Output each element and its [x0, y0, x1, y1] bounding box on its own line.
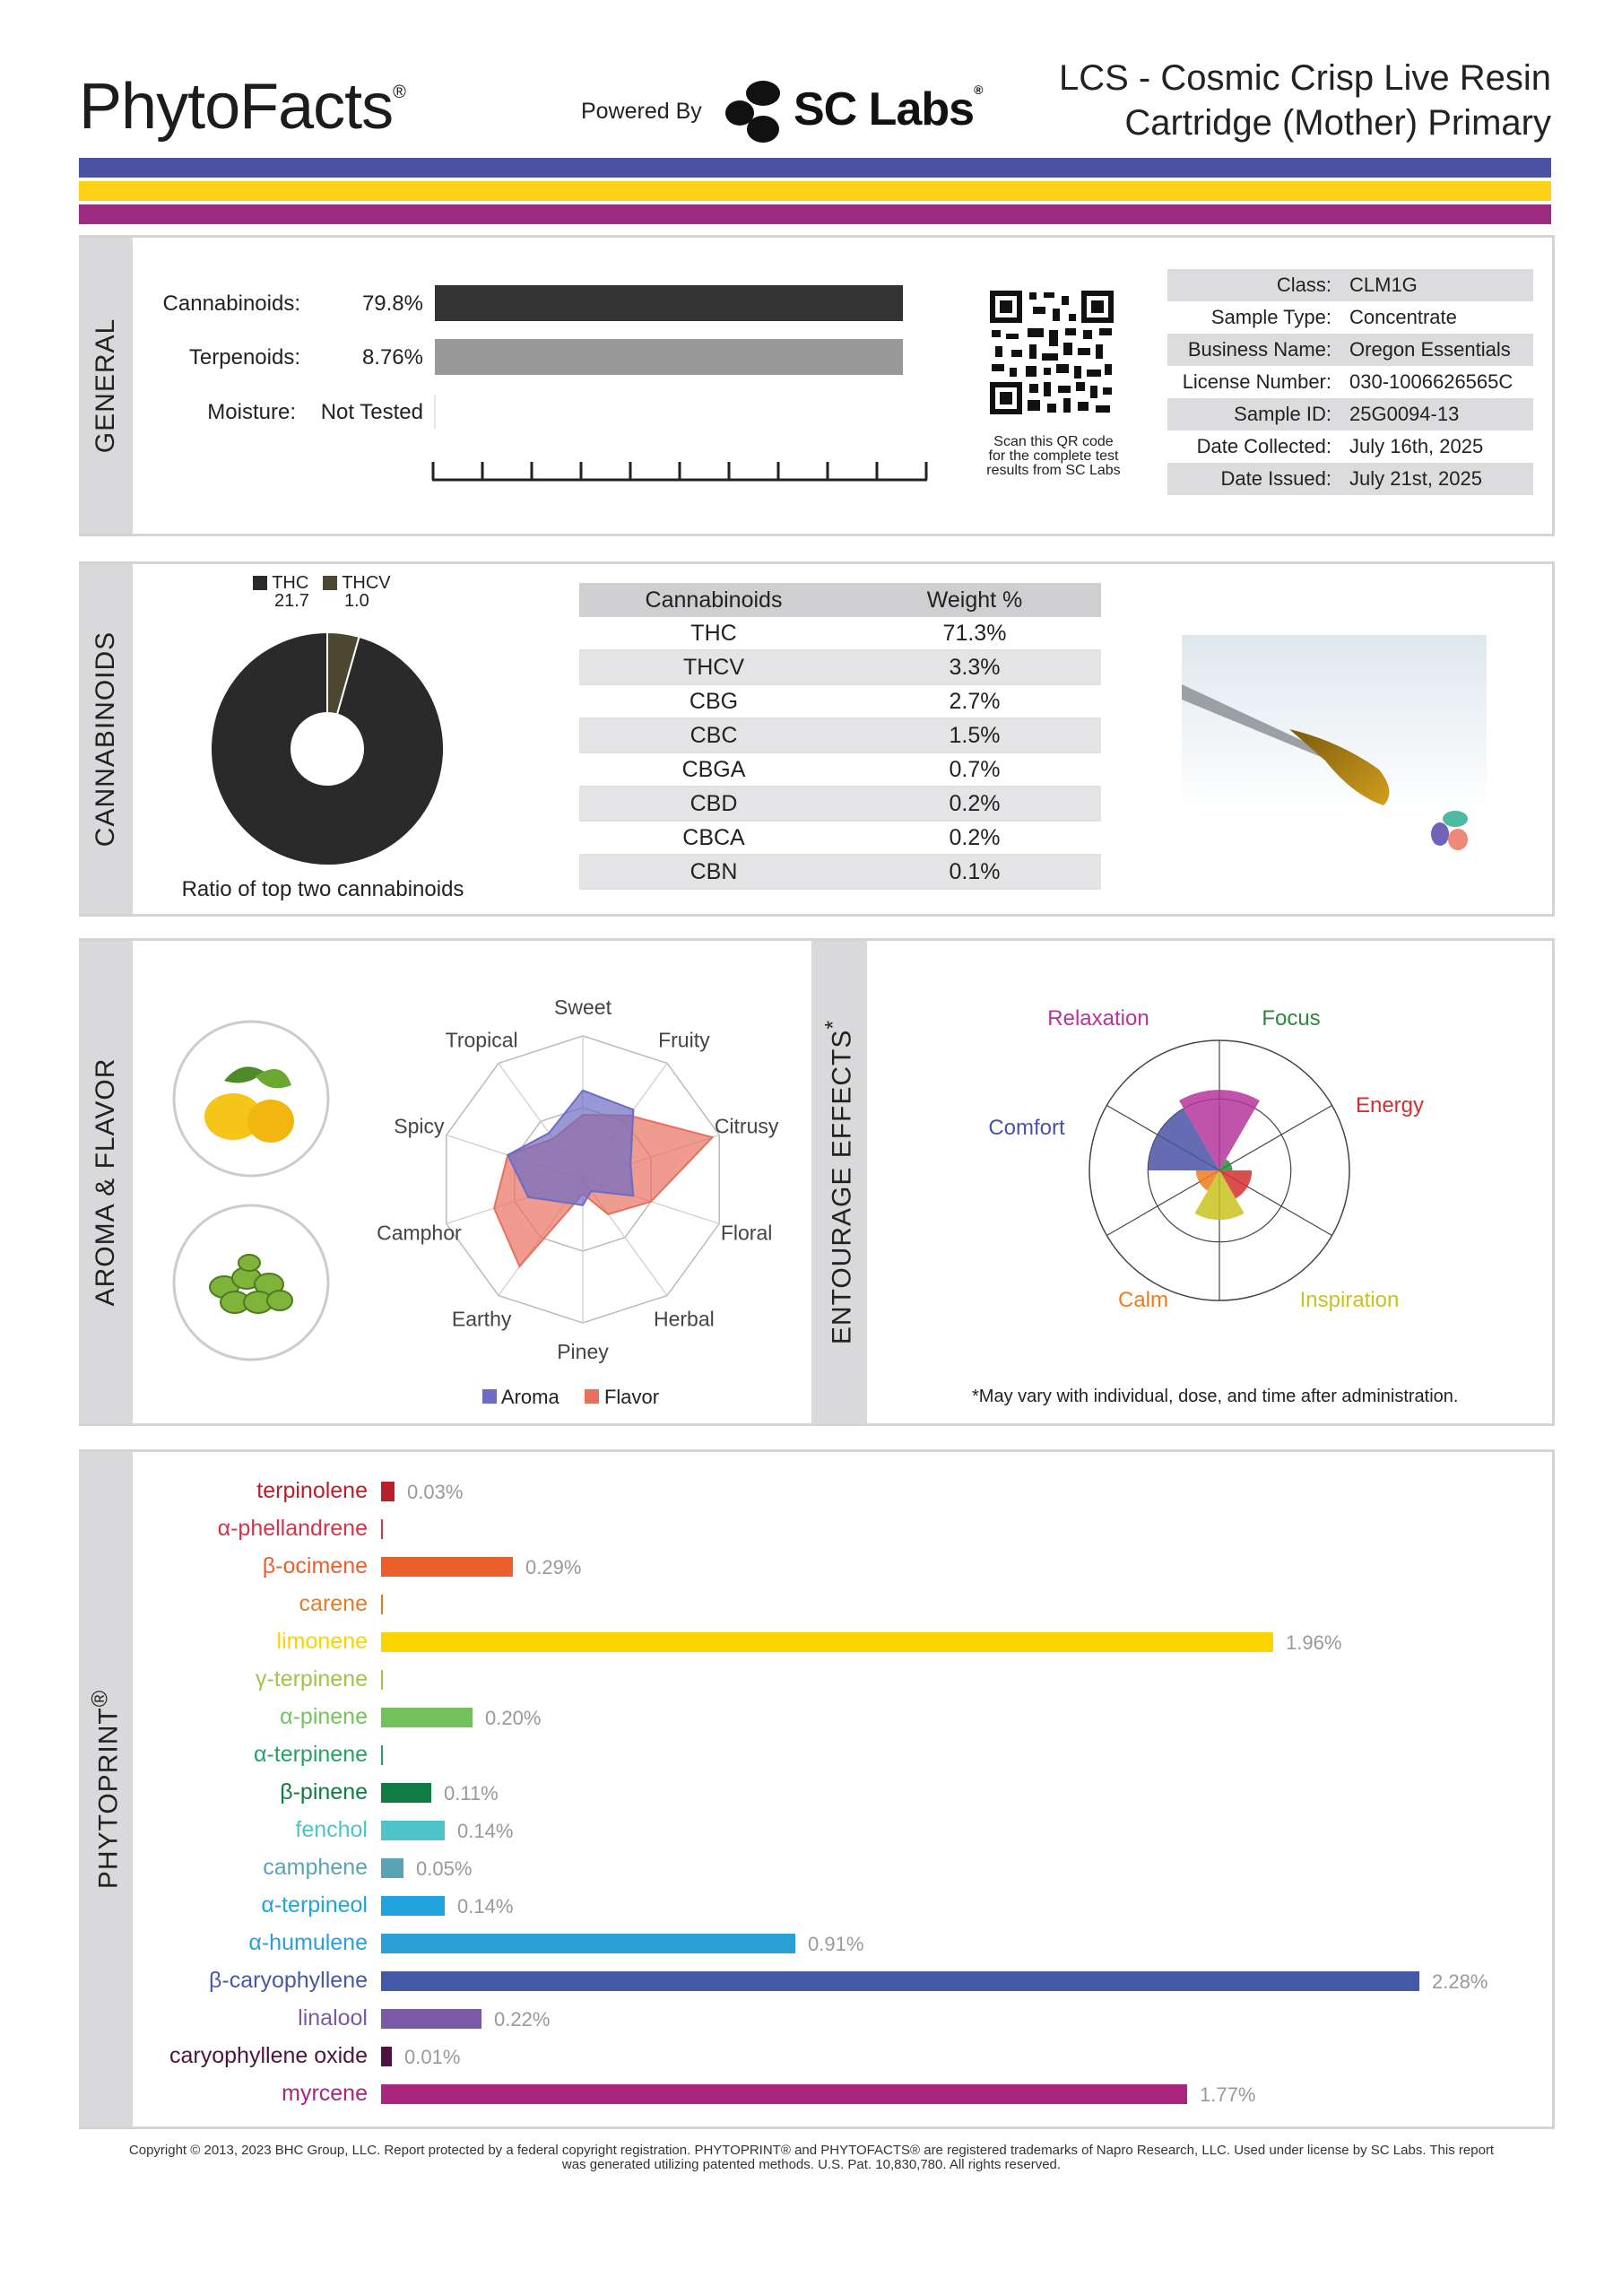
powered-by-label: Powered By [581, 99, 702, 124]
aroma-section-label: AROMA & FLAVOR [91, 1057, 120, 1307]
cannabinoid-name: THCV [682, 655, 745, 680]
terpene-name: myrcene [282, 2081, 368, 2106]
effects-label-energy: Energy [1355, 1093, 1425, 1118]
radar-axis-label: Floral [720, 1221, 773, 1245]
aroma-flavor-radar-chart [332, 987, 798, 1372]
terpene-bar [381, 1896, 445, 1916]
effects-label-calm: Calm [1117, 1288, 1169, 1312]
phytoprint-section-label-text: PHYTOPRINT [93, 1707, 124, 1890]
effects-section-label-text: ENTOURAGE EFFECTS [827, 1029, 857, 1345]
phytoprint-registered-mark: ® [87, 1689, 113, 1708]
terpene-bar [381, 1745, 383, 1765]
terpene-bar [381, 1934, 795, 1953]
terpene-name: caryophyllene oxide [169, 2043, 368, 2068]
footer-line2: was generated utilizing patented methods. U.S. Pat. 10,830,780. All rights reserved. [561, 2157, 1062, 2172]
donut-legend-thcv [323, 574, 391, 610]
hops-illustration [170, 1202, 332, 1363]
info-value: Concentrate [1349, 306, 1457, 328]
terpene-bar [381, 1783, 431, 1803]
product-title-line1: LCS - Cosmic Crisp Live Resin [1058, 58, 1551, 98]
cannabinoid-row [579, 617, 1101, 651]
info-value: 030-1006626565C [1349, 370, 1514, 393]
legend-label-aroma: Aroma [500, 1386, 559, 1408]
terpene-value: 0.91% [808, 1933, 864, 1955]
cannabinoid-weight: 0.2% [949, 791, 1001, 816]
cannabinoid-weight: 71.3% [942, 621, 1007, 646]
cannabinoid-name: CBN [690, 859, 738, 884]
aroma-side-tab [79, 941, 133, 1423]
terpene-bar [381, 1670, 383, 1690]
cannabinoids-side-tab [79, 564, 133, 914]
cannabinoid-name: CBG [689, 689, 739, 714]
product-title [924, 56, 1551, 145]
cannabinoid-ratio-donut [202, 623, 453, 874]
terpene-value: 0.05% [416, 1857, 473, 1880]
radar-aroma-series [507, 1091, 633, 1205]
terpenoids-bar [435, 339, 903, 375]
ratio-caption: Ratio of top two cannabinoids [181, 877, 464, 901]
cannabinoid-name: THC [690, 621, 737, 646]
legend-swatch-aroma [482, 1389, 497, 1404]
cannabinoid-row [579, 719, 1101, 753]
legend-name-thc: THC [272, 573, 309, 593]
terpene-bar [381, 1482, 395, 1501]
sc-labs-registered-mark: ® [974, 83, 983, 97]
terpene-bar [381, 2009, 481, 2029]
cannabinoid-weight: 0.1% [949, 859, 1001, 884]
terpene-bar [381, 1971, 1419, 1991]
qr-code[interactable] [988, 289, 1115, 416]
info-key: Date Issued: [1220, 467, 1331, 490]
cannabinoid-row [579, 651, 1101, 685]
terpene-name: β-pinene [280, 1779, 368, 1805]
terpene-value: 1.96% [1286, 1631, 1342, 1654]
terpene-bar [381, 1595, 383, 1614]
info-row-business-name [1167, 334, 1533, 366]
qr-caption [959, 435, 1148, 478]
qr-caption-line3: results from SC Labs [986, 463, 1121, 478]
effects-note: *May vary with individual, dose, and time after administration. [972, 1387, 1459, 1406]
copyright-footer [72, 2144, 1551, 2172]
terpene-bar [381, 2084, 1187, 2104]
cannabinoid-row [579, 856, 1101, 890]
terpene-name: α-pinene [280, 1704, 368, 1729]
qr-caption-line1: Scan this QR code [993, 434, 1114, 449]
cannabinoid-weight: 2.7% [949, 689, 1001, 714]
info-row-license-number [1167, 366, 1533, 398]
info-key: Class: [1276, 274, 1331, 296]
terpenoids-value: 8.76% [361, 345, 423, 370]
cannabinoid-row [579, 787, 1101, 822]
info-row-date-collected [1167, 430, 1533, 463]
radar-axis-label: Camphor [377, 1221, 462, 1245]
radar-axis-label: Tropical [445, 1028, 518, 1052]
terpene-name: α-humulene [248, 1930, 368, 1955]
terpene-name: carene [299, 1591, 368, 1616]
cannabinoids-section-label: CANNABINOIDS [91, 631, 120, 848]
lemon-illustration [170, 1018, 332, 1179]
cannabinoid-row [579, 685, 1101, 719]
entourage-effects-chart [950, 1000, 1488, 1341]
terpene-name: β-caryophyllene [209, 1968, 368, 1993]
info-key: Date Collected: [1196, 435, 1331, 457]
terpene-bar [381, 2047, 392, 2066]
cannabinoid-name: CBCA [682, 825, 745, 850]
terpenoids-label: Terpenoids: [188, 345, 300, 370]
legend-value-thcv: 1.0 [344, 591, 369, 611]
terpene-name: α-terpinene [253, 1742, 368, 1767]
info-row-sample-id [1167, 398, 1533, 430]
cannabinoid-table-header [579, 583, 1101, 617]
legend-swatch-flavor [585, 1389, 599, 1404]
radar-legend [482, 1386, 659, 1409]
stripe-purple [79, 204, 1551, 224]
footer-line1: Copyright © 2013, 2023 BHC Group, LLC. Report protected by a federal copyright registration. PHYTOPRINT® and PHYTOFACTS® are registered trademarks of Napro Research, LLC. Used under license by SC Labs. This report [128, 2143, 1495, 2158]
info-value: 25G0094-13 [1349, 403, 1460, 425]
effects-asterisk: * [820, 1019, 846, 1030]
effects-label-relaxation: Relaxation [1047, 1006, 1149, 1031]
legend-value-thc: 21.7 [274, 591, 309, 611]
info-value: CLM1G [1349, 274, 1418, 296]
info-value: Oregon Essentials [1349, 338, 1511, 361]
legend-swatch-thc [253, 576, 267, 590]
radar-axis-label: Piney [557, 1340, 609, 1363]
info-key: License Number: [1182, 370, 1331, 393]
moisture-label: Moisture: [207, 400, 296, 424]
terpene-bar [381, 1557, 513, 1577]
terpene-value: 1.77% [1200, 2083, 1256, 2106]
terpene-name: linalool [298, 2005, 368, 2031]
general-scale-ruler [429, 453, 931, 484]
product-photo [1182, 635, 1487, 868]
terpene-value: 0.29% [525, 1556, 582, 1578]
cannabinoid-weight: 0.7% [949, 757, 1001, 782]
donut-legend-thc [253, 574, 309, 610]
info-row-date-issued [1167, 463, 1533, 495]
terpene-value: 0.11% [444, 1782, 499, 1805]
terpene-value: 0.03% [407, 1481, 464, 1503]
info-row-class [1167, 269, 1533, 301]
radar-axis-label: Earthy [451, 1307, 512, 1331]
sc-labs-icon [722, 79, 785, 144]
info-key: Business Name: [1187, 338, 1331, 361]
effects-label-comfort: Comfort [988, 1116, 1065, 1140]
cannabinoids-value: 79.8% [361, 291, 423, 316]
legend-label-flavor: Flavor [603, 1386, 660, 1408]
terpene-value: 0.14% [457, 1895, 514, 1918]
brand-logo [79, 70, 405, 144]
effects-section-label [821, 1020, 858, 1344]
info-key: Sample Type: [1210, 306, 1331, 328]
cannabinoids-label: Cannabinoids: [162, 291, 300, 316]
terpene-name: α-phellandrene [217, 1516, 368, 1541]
terpene-bar [381, 1821, 445, 1840]
legend-name-thcv: THCV [342, 573, 391, 593]
terpene-value: 0.14% [457, 1820, 514, 1842]
terpene-name: fenchol [295, 1817, 368, 1842]
moisture-value: Not Tested [320, 400, 423, 424]
stripe-blue [79, 158, 1551, 178]
info-value: July 16th, 2025 [1349, 435, 1484, 457]
terpene-value: 0.20% [485, 1707, 542, 1729]
effects-label-focus: Focus [1262, 1006, 1321, 1031]
header-weight: Weight % [926, 587, 1023, 613]
effects-side-tab [811, 941, 867, 1423]
radar-axis-label: Spicy [394, 1114, 445, 1138]
cannabinoid-row [579, 822, 1101, 856]
brand-registered-mark: ® [393, 83, 405, 102]
radar-axis-label: Citrusy [714, 1114, 779, 1138]
terpene-bar [381, 1708, 473, 1727]
legend-swatch-thcv [323, 576, 337, 590]
effects-label-inspiration: Inspiration [1299, 1288, 1400, 1312]
radar-axis-label: Fruity [658, 1028, 710, 1052]
terpene-value: 2.28% [1432, 1970, 1488, 1993]
product-title-line2: Cartridge (Mother) Primary [1124, 103, 1551, 143]
cannabinoid-weight: 0.2% [949, 825, 1001, 850]
terpene-bar [381, 1519, 383, 1539]
terpene-name: γ-terpinene [255, 1666, 368, 1692]
terpene-name: α-terpineol [261, 1892, 368, 1918]
terpene-name: limonene [276, 1629, 368, 1654]
moisture-bar-empty [434, 395, 436, 429]
stripe-yellow [79, 181, 1551, 201]
info-key: Sample ID: [1234, 403, 1331, 425]
terpene-bar [381, 1632, 1273, 1652]
cannabinoid-name: CBD [690, 791, 738, 816]
general-side-tab [79, 238, 133, 534]
cannabinoid-name: CBC [690, 723, 738, 748]
info-row-sample-type [1167, 301, 1533, 334]
sc-labs-name: SC Labs [794, 83, 975, 135]
cannabinoid-row [579, 753, 1101, 787]
header-cannabinoid: Cannabinoids [645, 587, 783, 613]
brand-name: PhytoFacts [79, 71, 394, 143]
cannabinoid-weight: 3.3% [949, 655, 1001, 680]
radar-axis-label: Herbal [653, 1307, 715, 1331]
cannabinoid-name: CBGA [681, 757, 746, 782]
general-section-label: GENERAL [91, 317, 120, 454]
terpene-bar [381, 1858, 403, 1878]
terpene-value: 0.01% [404, 2046, 461, 2068]
cannabinoids-bar [435, 285, 903, 321]
cannabinoid-table [579, 583, 1101, 890]
cannabinoid-weight: 1.5% [949, 723, 1001, 748]
radar-axis-label: Sweet [554, 996, 612, 1019]
terpene-value: 0.22% [494, 2008, 551, 2031]
terpene-name: camphene [263, 1855, 368, 1880]
terpene-name: terpinolene [256, 1478, 368, 1503]
info-value: July 21st, 2025 [1349, 467, 1482, 490]
terpene-name: β-ocimene [262, 1553, 368, 1578]
qr-caption-line2: for the complete test [988, 448, 1119, 464]
